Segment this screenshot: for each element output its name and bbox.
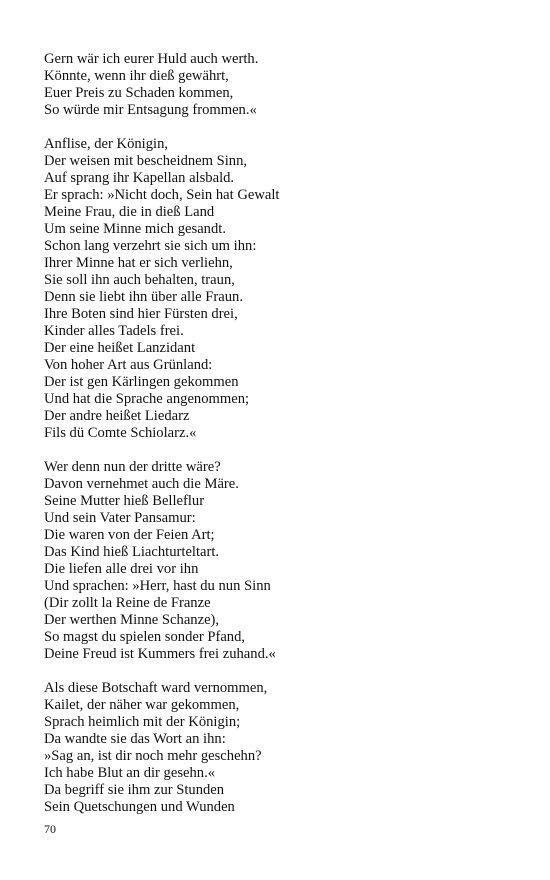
verse-line: Von hoher Art aus Grünland:	[44, 357, 213, 373]
verse-line: Meine Frau, die in dieß Land	[44, 204, 215, 220]
verse-line: Die waren von der Feien Art;	[44, 527, 215, 543]
verse-line: (Dir zollt la Reine de Franze	[44, 595, 211, 611]
verse-line: Die liefen alle drei vor ihn	[44, 561, 199, 577]
verse-line: Kinder alles Tadels frei.	[44, 323, 184, 339]
stanza	[44, 459, 514, 663]
verse-line: Euer Preis zu Schaden kommen,	[44, 85, 234, 101]
verse-line: Gern wär ich eurer Huld auch werth.	[44, 51, 259, 67]
stanza	[44, 680, 514, 816]
verse-line: Der eine heißet Lanzidant	[44, 340, 196, 356]
verse-line: Davon vernehmet auch die Märe.	[44, 476, 239, 492]
verse-line: Ihre Boten sind hier Fürsten drei,	[44, 306, 238, 322]
verse-line: Sein Quetschungen und Wunden	[44, 799, 235, 815]
verse-line: Der werthen Minne Schanze),	[44, 612, 220, 628]
verse-line: Könnte, wenn ihr dieß gewährt,	[44, 68, 229, 84]
verse-line: Und hat die Sprache angenommen;	[44, 391, 250, 407]
stanza	[44, 51, 514, 119]
verse-line: Als diese Botschaft ward vernommen,	[44, 680, 268, 696]
verse-line: Ich habe Blut an dir gesehn.«	[44, 765, 216, 781]
verse-line: Er sprach: »Nicht doch, Sein hat Gewalt	[44, 187, 280, 203]
verse-line: So magst du spielen sonder Pfand,	[44, 629, 246, 645]
verse-line: Da begriff sie ihm zur Stunden	[44, 782, 225, 798]
stanza	[44, 136, 514, 442]
verse-line: Sprach heimlich mit der Königin;	[44, 714, 241, 730]
verse-line: Schon lang verzehrt sie sich um ihn:	[44, 238, 257, 254]
poem-text	[44, 51, 514, 833]
verse-line: »Sag an, ist dir noch mehr geschehn?	[44, 748, 262, 764]
verse-line: Auf sprang ihr Kapellan alsbald.	[44, 170, 235, 186]
verse-line: Wer denn nun der dritte wäre?	[44, 459, 221, 475]
verse-line: Seine Mutter hieß Belleflur	[44, 493, 205, 509]
verse-line: Der weisen mit bescheidnem Sinn,	[44, 153, 248, 169]
verse-line: Der ist gen Kärlingen gekommen	[44, 374, 239, 390]
verse-line: Kailet, der näher war gekommen,	[44, 697, 240, 713]
verse-line: Fils dü Comte Schiolarz.«	[44, 425, 197, 441]
verse-line: Und sprachen: »Herr, hast du nun Sinn	[44, 578, 271, 594]
verse-line: So würde mir Entsagung frommen.«	[44, 102, 257, 118]
verse-line: Sie soll ihn auch behalten, traun,	[44, 272, 235, 288]
verse-line: Deine Freud ist Kummers frei zuhand.«	[44, 646, 276, 662]
verse-line: Da wandte sie das Wort an ihn:	[44, 731, 226, 747]
verse-line: Der andre heißet Liedarz	[44, 408, 190, 424]
verse-line: Ihrer Minne hat er sich verliehn,	[44, 255, 233, 271]
verse-line: Anflise, der Königin,	[44, 136, 169, 152]
verse-line: Das Kind hieß Liachturteltart.	[44, 544, 220, 560]
verse-line: Und sein Vater Pansamur:	[44, 510, 196, 526]
verse-line: Um seine Minne mich gesandt.	[44, 221, 226, 237]
page-number: 70	[44, 822, 56, 836]
verse-line: Denn sie liebt ihn über alle Fraun.	[44, 289, 243, 305]
